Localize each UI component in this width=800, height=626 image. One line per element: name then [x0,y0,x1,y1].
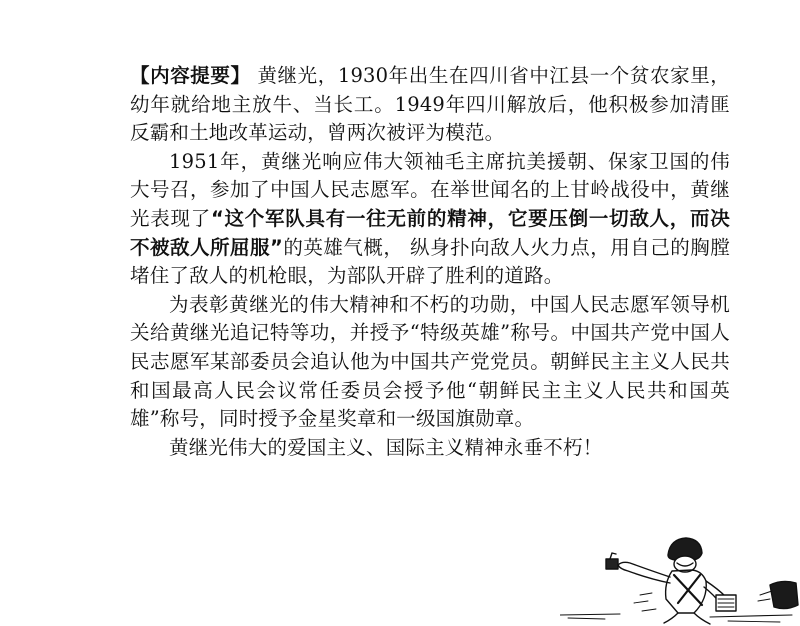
summary-paragraph-2 [130,148,730,291]
paragraph-3-text: 为表彰黄继光的伟大精神和不朽的功勋，中国人民志愿军领导机关给黄继光追记特等功，并授予“特级英雄”称号。中国共产党中国人民志愿军某部委员会追认他为中国共产党党员。朝鲜民主主义人民共和国最高人民会议常任委员会授予他“朝鲜民主主义人民共和国英雄”称号，同时授予金星奖章和一级国旗勋章。 [130,292,730,431]
summary-tag: 【内容提要】 [130,64,251,87]
summary-paragraph-4 [130,434,730,463]
paragraph-2-quote: “这个军队具有一往无前的精神，它要压倒一切敌人，而决不被敌人所屈服” [130,206,730,259]
paragraph-1-text: 黄继光，1930年出生在四川省中江县一个贫农家里，幼年就给地主放牛、当长工。1949年四川解放后，他积极参加清匪反霸和土地改革运动，曾两次被评为模范。 [130,64,731,145]
summary-paragraph-1 [130,62,730,148]
content-summary [130,62,730,462]
paragraph-2-text-end: 的英雄气概， 纵身扑向敌人火力点，用自己的胸膛堵住了敌人的机枪眼，为部队开辟了胜利的道路。 [130,235,730,288]
soldier-charging-illustration [560,525,800,626]
paragraph-4-text: 黄继光伟大的爱国主义、国际主义精神永垂不朽！ [169,435,603,459]
summary-paragraph-3 [130,291,730,434]
paragraph-2-text-start: 1951年，黄继光响应伟大领袖毛主席抗美援朝、保家卫国的伟大号召，参加了中国人民志愿军。在举世闻名的上甘岭战役中，黄继光表现了 [130,149,730,230]
